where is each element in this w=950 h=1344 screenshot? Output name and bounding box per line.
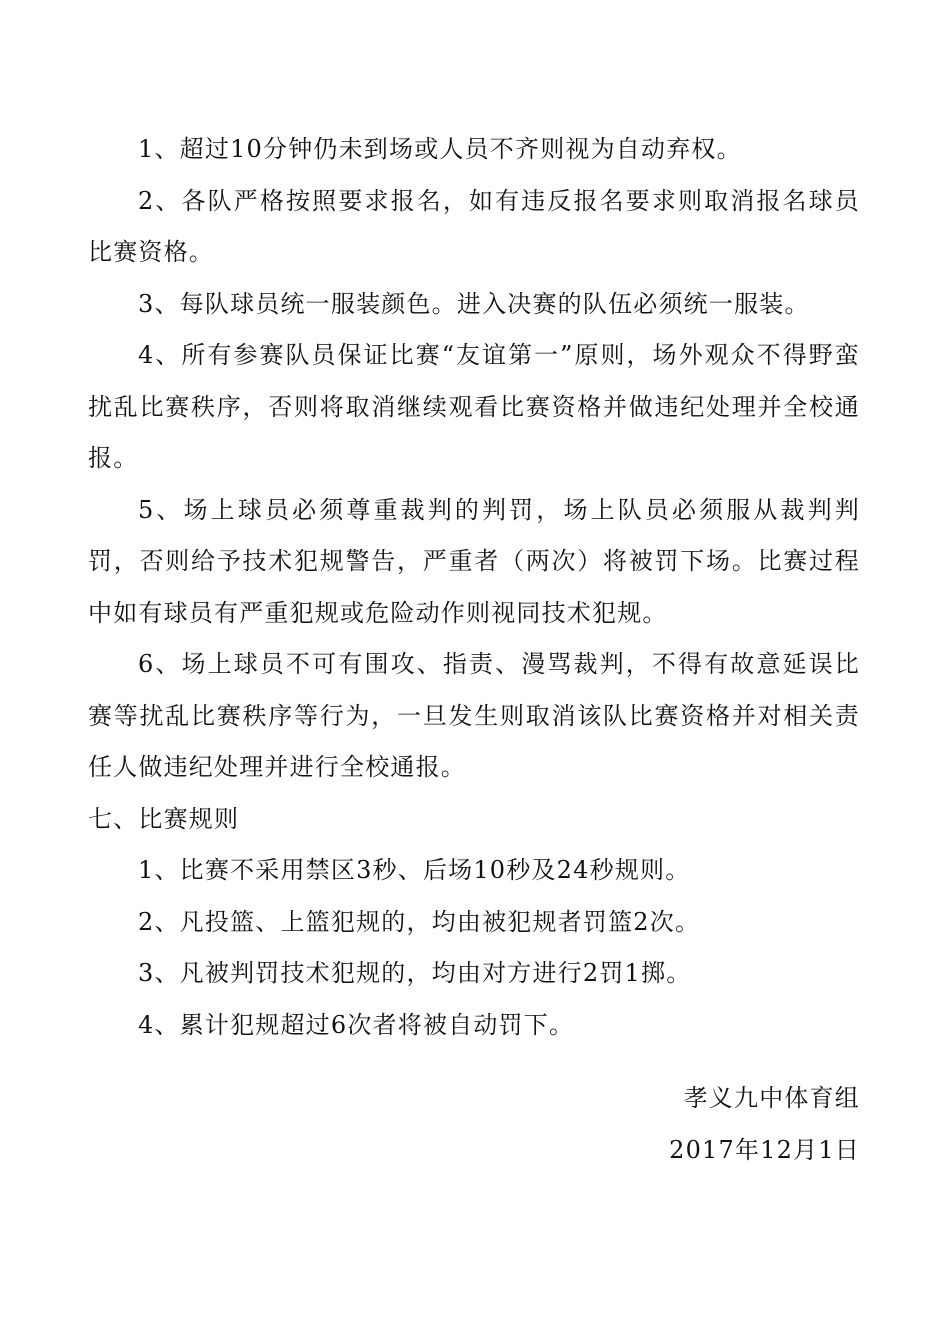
section-heading-game-rules: 七、比赛规则: [88, 804, 240, 833]
signature-block: [669, 1073, 860, 1176]
game-rule-item-2: 2、凡投篮、上篮犯规的，均由被犯规者罚篮2次。: [138, 907, 701, 936]
game-rule-item-3: 3、凡被判罚技术犯规的，均由对方进行2罚1掷。: [138, 959, 692, 987]
game-rule-item-4: 4、累计犯规超过6次者将被自动罚下。: [138, 1010, 575, 1039]
rule-item-4: 4、所有参赛队员保证比赛“友谊第一”原则，场外观众不得野蛮扰乱比赛秩序，否则将取消继续观看比赛资格并做违纪处理并全校通报。: [88, 341, 860, 472]
signature-organization: 孝义九中体育组: [683, 1084, 860, 1112]
rule-item-5: 5、场上球员必须尊重裁判的判罚，场上队员必须服从裁判判罚，否则给予技术犯规警告，严重者（两次）将被罚下场。比赛过程中如有球员有严重犯规或危险动作则视同技术犯规。: [88, 495, 860, 627]
document-body: [88, 124, 860, 1051]
game-rule-item-1: 1、比赛不采用禁区3秒、后场10秒及24秒规则。: [138, 856, 691, 884]
rule-item-3: 3、每队球员统一服装颜色。进入决赛的队伍必须统一服装。: [138, 289, 810, 318]
signature-date: 2017年12月1日: [669, 1135, 860, 1164]
rule-item-2: 2、各队严格按照要求报名，如有违反报名要求则取消报名球员比赛资格。: [88, 186, 860, 266]
rule-item-1: 1、超过10分钟仍未到场或人员不齐则视为自动弃权。: [138, 135, 742, 163]
rule-item-6: 6、场上球员不可有围攻、指责、漫骂裁判，不得有故意延误比赛等扰乱比赛秩序等行为，一旦发生则取消该队比赛资格并对相关责任人做违纪处理并进行全校通报。: [88, 650, 860, 781]
